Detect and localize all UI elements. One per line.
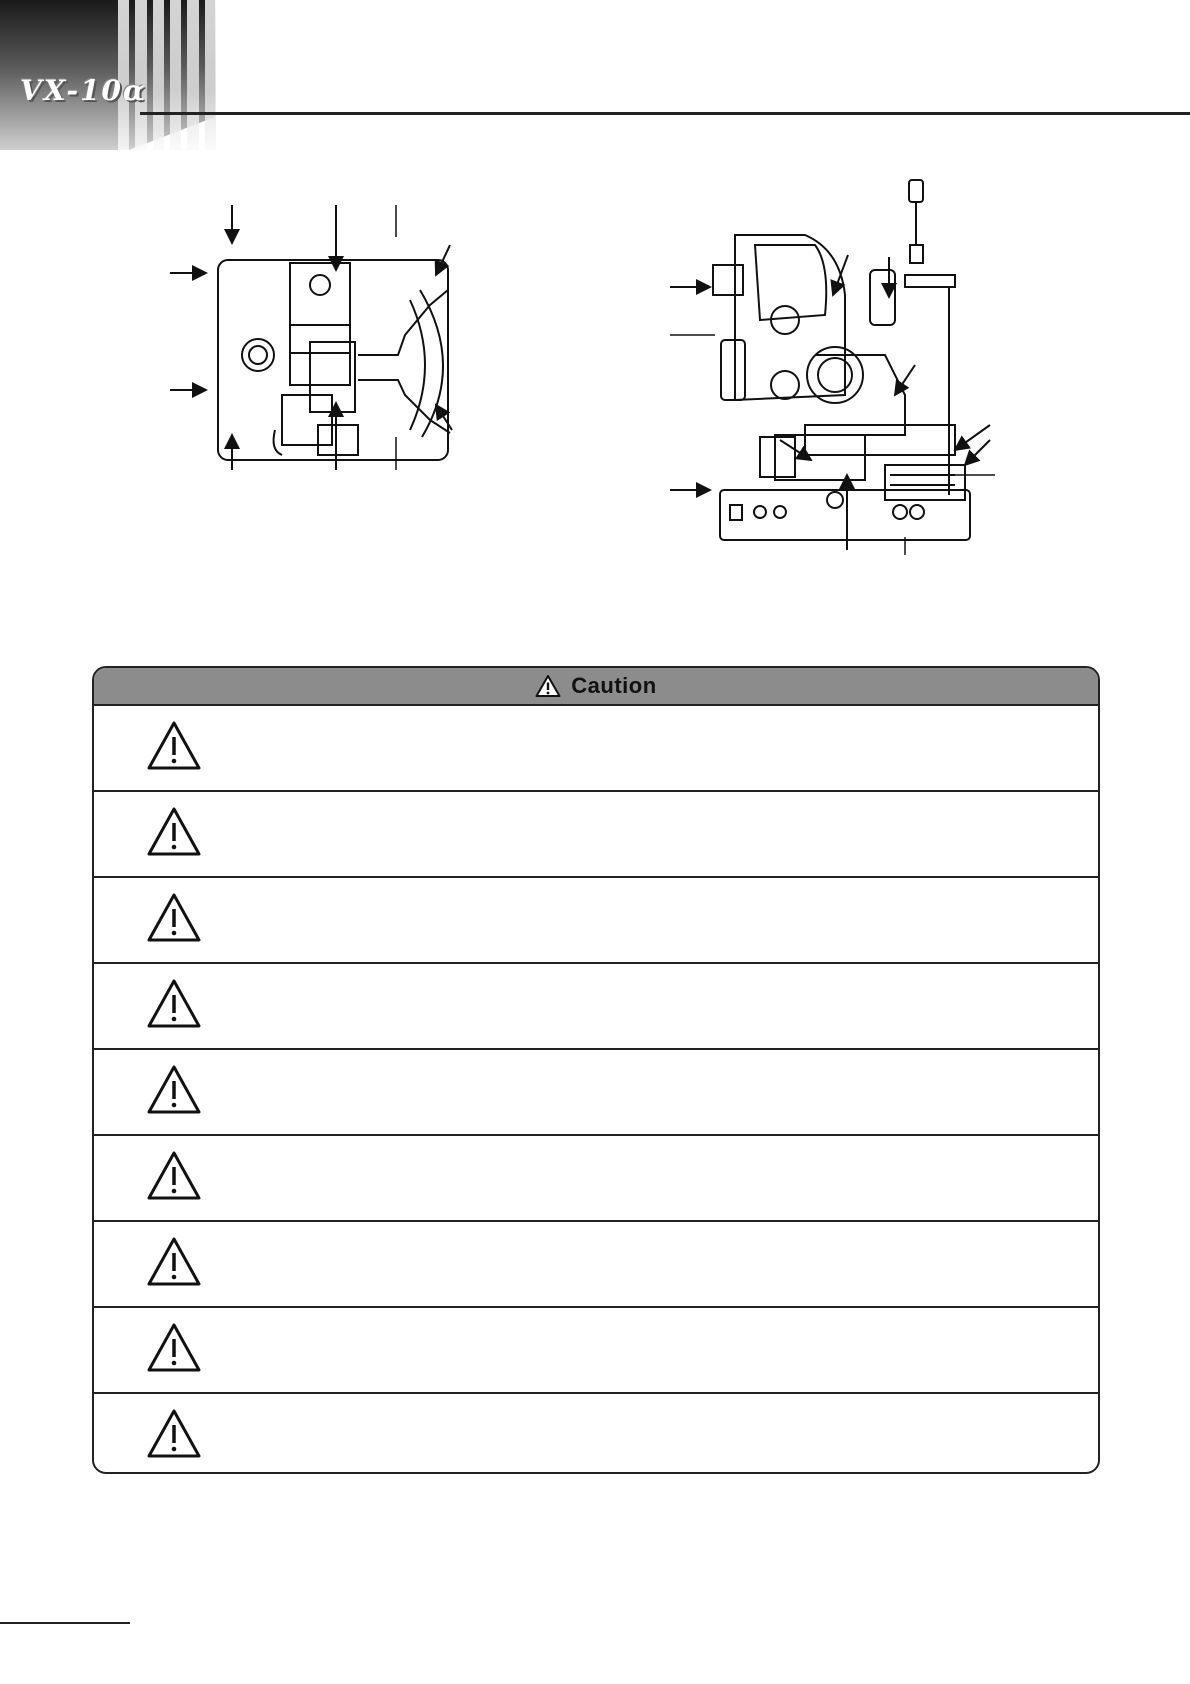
warning-triangle-icon	[146, 978, 202, 1030]
caution-header	[94, 668, 1098, 706]
model-logo: VX-10α	[20, 74, 147, 107]
side-view-diagram	[665, 175, 1005, 555]
warning-triangle-icon	[146, 1236, 202, 1288]
warning-triangle-icon	[146, 892, 202, 944]
caution-row	[94, 1394, 1098, 1474]
caution-row	[94, 1222, 1098, 1308]
caution-row	[94, 1308, 1098, 1394]
warning-triangle-icon	[146, 1150, 202, 1202]
caution-row	[94, 964, 1098, 1050]
warning-triangle-icon	[535, 674, 561, 698]
warning-triangle-icon	[146, 1064, 202, 1116]
footer-rule	[0, 1622, 130, 1624]
caution-row	[94, 792, 1098, 878]
caution-table	[92, 666, 1100, 1474]
warning-triangle-icon	[146, 1322, 202, 1374]
warning-triangle-icon	[146, 720, 202, 772]
caution-row	[94, 1136, 1098, 1222]
header-rule	[140, 112, 1190, 115]
caution-title: Caution	[571, 673, 657, 698]
warning-triangle-icon	[146, 1408, 202, 1460]
warning-triangle-icon	[146, 806, 202, 858]
top-view-diagram	[170, 205, 490, 505]
caution-row	[94, 706, 1098, 792]
caution-row	[94, 1050, 1098, 1136]
caution-row	[94, 878, 1098, 964]
